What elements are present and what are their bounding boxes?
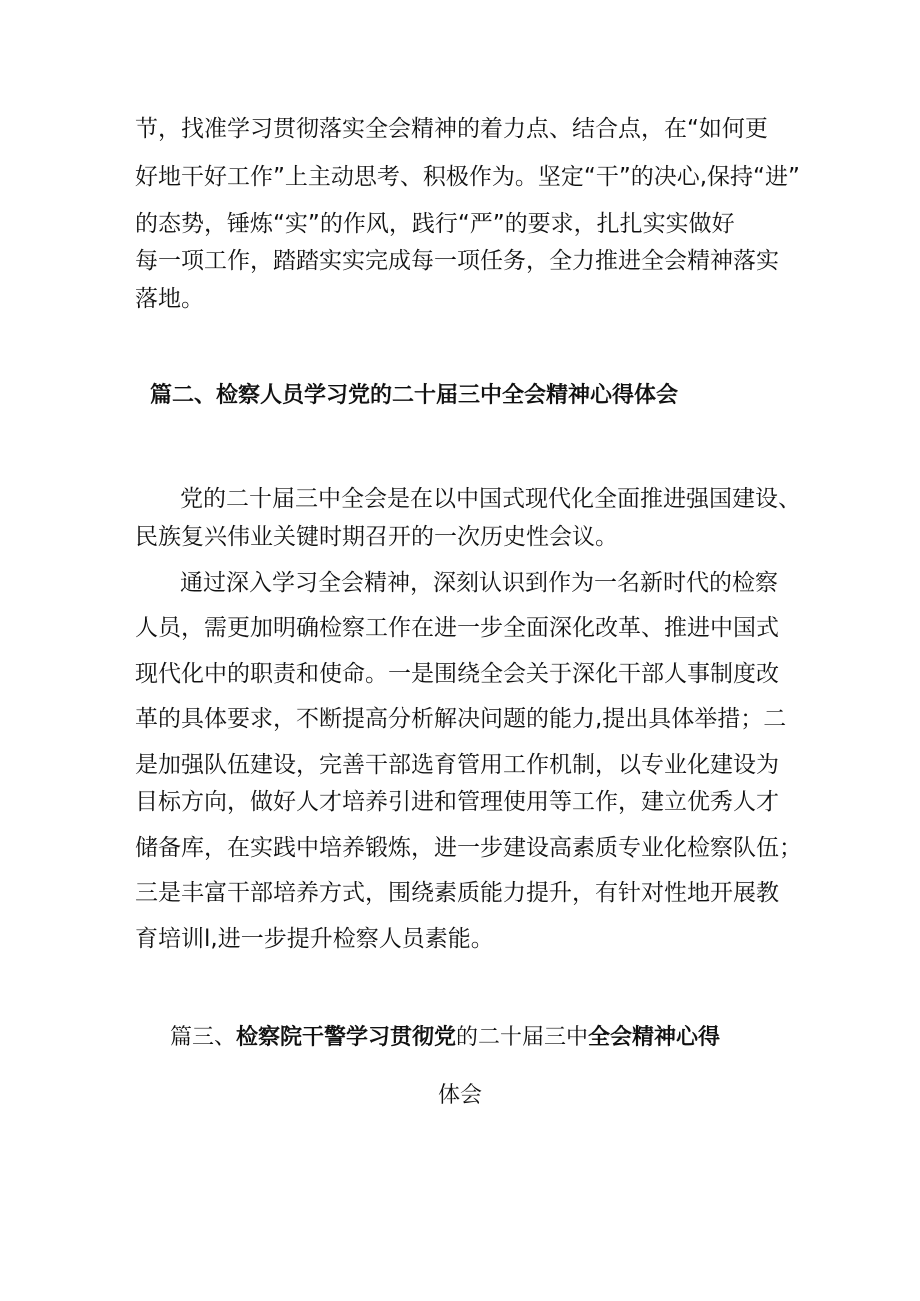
body-text-line: 人员，需更加明确检察工作在进一步全面深化改革、推进中国式 <box>135 615 779 641</box>
body-text-line: 储备库，在实践中培养锻炼，进一步建设高素质专业化检察队伍； <box>135 835 802 861</box>
body-text-line: 民族复兴伟业关键时期召开的一次历史性会议。 <box>135 524 618 550</box>
body-text-line: 三是丰富干部培养方式，围绕素质能力提升，有针对性地开展教 <box>135 880 779 906</box>
body-text-line: 节，找准学习贯彻落实全会精神的着力点、结合点，在“如何更 <box>135 116 768 142</box>
body-text-line: 通过深入学习全会精神，深刻认识到作为一名新时代的检察 <box>180 570 778 596</box>
body-text-line: 的态势，锤炼“实”的作风，践行“严”的要求，扎扎实实做好 <box>135 211 735 237</box>
section-heading <box>170 1021 720 1055</box>
heading-normal-part: 的二十届三中 <box>456 1025 589 1050</box>
body-text-line: 落地。 <box>135 286 204 312</box>
body-text-line: 现代化中的职责和使命。一是围绕全会关于深化干部人事制度改 <box>135 661 779 687</box>
body-text-line: 好地干好工作”上主动思考、积极作为。坚定“干”的决心,保持“进” <box>135 164 800 190</box>
section-heading: 篇二、检察人员学习党的二十届三中全会精神心得体会 <box>150 383 679 408</box>
heading-bold-part: 检察院干警学习贯彻党 <box>236 1025 457 1050</box>
body-text-line: 革的具体要求，不断提高分析解决问题的能力,提出具体举措；二 <box>135 706 787 732</box>
body-text-line: 是加强队伍建设，完善干部选育管用工作机制，以专业化建设为 <box>135 752 779 778</box>
body-text-line: 育培训l,进一步提升检察人员素能。 <box>135 926 494 952</box>
section-heading-continuation: 体会 <box>437 1083 482 1108</box>
heading-prefix: 篇三、 <box>170 1025 237 1050</box>
heading-bold-part: 全会精神心得 <box>588 1025 721 1050</box>
body-text-line: 党的二十届三中全会是在以中国式现代化全面推进强国建设、 <box>180 486 801 512</box>
body-text-line: 目标方向，做好人才培养引进和管理使用等工作，建立优秀人才 <box>135 789 779 815</box>
body-text-line: 每一项工作，踏踏实实完成每一项任务，全力推进全会精神落实 <box>135 248 779 274</box>
